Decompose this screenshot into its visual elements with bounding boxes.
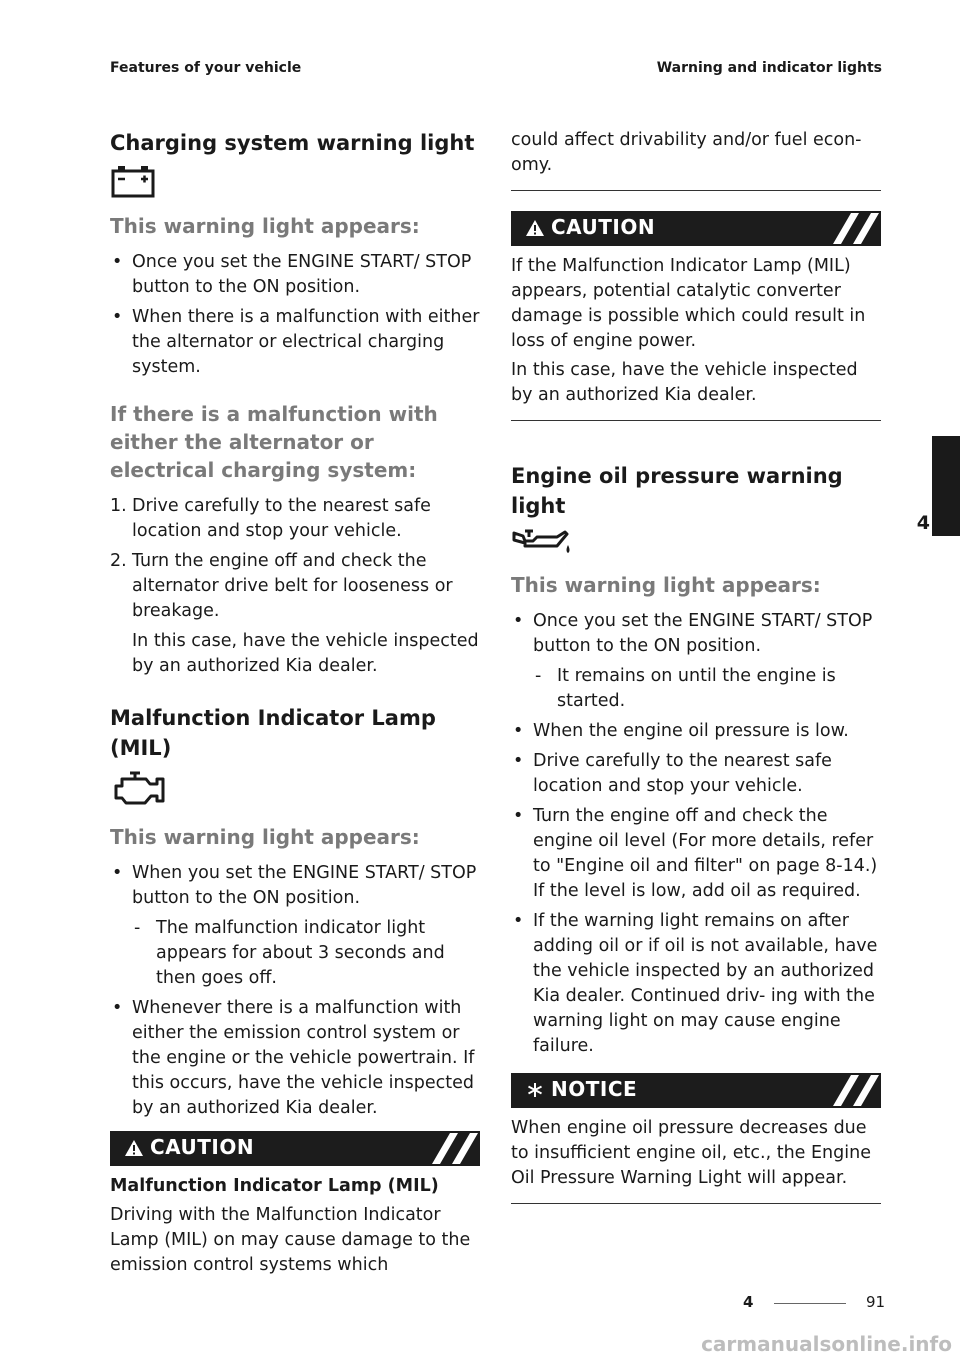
divider [511, 420, 881, 421]
footer-rule [774, 1303, 846, 1304]
oil-appears-heading: This warning light appears: [511, 573, 821, 597]
list-item: • Drive carefully to the nearest safe location and stop your vehicle. [511, 749, 881, 799]
list-item-text: When you set the ENGINE START/ STOP button to the ON position. [132, 863, 477, 908]
list-item: • Once you set the ENGINE START/ STOP button to the ON position. [110, 250, 480, 300]
notice-text: When engine oil pressure decreases due to insufficient engine oil, etc., the Engine Oil Pressure Warning Light will appear. [511, 1118, 871, 1188]
caution-label: CAUTION [150, 1135, 255, 1159]
caution-banner [511, 211, 881, 246]
step-number: 1. [110, 496, 127, 516]
step-text: Drive carefully to the nearest safe location and stop your vehicle. [132, 496, 431, 541]
mil-appears-heading: This warning light appears: [110, 825, 420, 849]
caution-title: Malfunction Indicator Lamp (MIL) [110, 1176, 439, 1196]
divider [511, 190, 881, 191]
right-column [511, 128, 881, 1204]
notice-banner [511, 1073, 881, 1108]
banner-stripes [428, 1131, 480, 1166]
oil-appears-list [511, 609, 881, 1059]
caution-banner [110, 1131, 480, 1166]
list-item-text: Once you set the ENGINE START/ STOP button to the ON position. [533, 611, 873, 656]
chapter-tab-number: 4 [916, 512, 930, 534]
step-text: Turn the engine off and check the alternator drive belt for looseness or breakage. [132, 551, 453, 621]
oil-can-icon [511, 527, 573, 557]
list-item [110, 861, 480, 991]
engine-icon [110, 769, 170, 809]
sub-list-item: - It remains on until the engine is started. [533, 664, 881, 714]
mil-section-title: Malfunction Indicator Lamp (MIL) [110, 706, 436, 760]
sub-list-item: - The malfunction indicator light appears for about 3 seconds and then goes off. [132, 916, 480, 991]
mil-appears-list [110, 861, 480, 1121]
list-item: • Whenever there is a malfunction with either the emission control system or the engine or the vehicle powertrain. If this occurs, have the vehicle inspected by an authorized Kia dealer. [110, 996, 480, 1121]
running-header-right: Warning and indicator lights [656, 60, 882, 76]
oil-section-title: Engine oil pressure warning light [511, 464, 843, 518]
caution-text-continued: could affect drivability and/or fuel econ- omy. [511, 130, 862, 175]
banner-stripes [829, 1073, 881, 1108]
sub-list [132, 916, 480, 991]
watermark-text: carmanualsonline.info [701, 1332, 952, 1356]
divider [511, 1203, 881, 1204]
caution-label: CAUTION [551, 215, 656, 239]
chapter-tab [932, 436, 960, 536]
caution-text: If the Malfunction Indicator Lamp (MIL) appears, potential catalytic converter damage is possible which could result in loss of engine power. [511, 256, 866, 351]
list-item: • When there is a malfunction with either the alternator or electrical charging system. [110, 305, 480, 380]
battery-icon [110, 164, 156, 198]
notice-label: NOTICE [551, 1077, 638, 1101]
step-note: In this case, have the vehicle inspected by an authorized Kia dealer. [132, 631, 479, 676]
banner-stripes [829, 211, 881, 246]
charging-section-title: Charging system warning light [110, 131, 475, 155]
list-item: • When the engine oil pressure is low. [511, 719, 881, 744]
charging-malfunction-heading: If there is a malfunction with either the alternator or electrical charging system: [110, 402, 438, 482]
warning-icon [124, 1138, 144, 1158]
running-header-left: Features of your vehicle [110, 60, 302, 76]
list-item: • If the warning light remains on after adding oil or if oil is not available, have the vehicle inspected by an authorized Kia dealer. Continued driv- ing with the warning light on may cause engine failure. [511, 909, 881, 1059]
page-number: 91 [866, 1293, 886, 1311]
caution-text: Driving with the Malfunction Indicator Lamp (MIL) on may cause damage to the emission control systems which [110, 1205, 471, 1275]
step-number: 2. [110, 551, 127, 571]
charging-appears-list [110, 250, 480, 380]
warning-icon [525, 218, 545, 238]
charging-steps-list [110, 494, 480, 679]
list-item [110, 549, 480, 679]
charging-appears-heading: This warning light appears: [110, 214, 420, 238]
list-item [110, 494, 480, 544]
footer-chapter: 4 [743, 1293, 754, 1311]
left-column [110, 128, 480, 1278]
list-item: • Turn the engine off and check the engine oil level (For more details, refer to "Engine oil and filter" on page 8-14.) If the level is low, add oil as required. [511, 804, 881, 904]
list-item [511, 609, 881, 714]
asterisk-icon [525, 1080, 545, 1100]
sub-list [533, 664, 881, 714]
caution-text: In this case, have the vehicle inspected by an authorized Kia dealer. [511, 360, 858, 405]
